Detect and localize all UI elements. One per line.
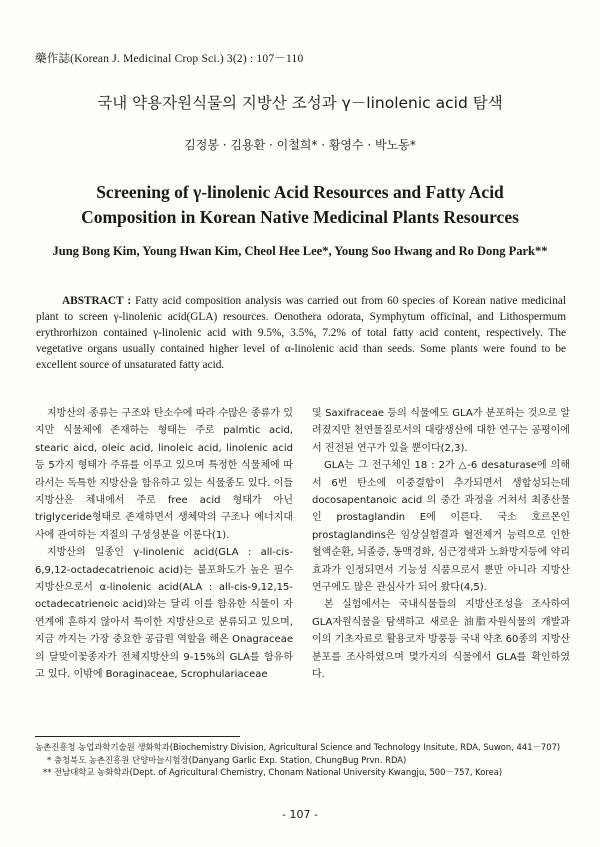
body-paragraph: 및 Saxifraceae 등의 식물에도 GLA가 분포하는 것으로 알려졌지만 천연물질로서의 대량생산에 대한 연구는 공평이에서 진전된 연구가 있을 뿐이다(2,3). [312,408,570,454]
abstract [36,293,566,373]
body-left-column [35,405,293,684]
journal-header: 藥作誌(Korean J. Medicinal Crop Sci.) 3(2) : 107－110 [35,53,304,65]
body-paragraph: 본 실험에서는 국내식물들의 지방산조성을 조사하여 GLA자원식물을 탐색하고 새로운 油脂자원식물의 개발과 이의 기초자료로 활용코자 방풍등 국내 약초 60종의 지방산 분포를 조사하였으며 몇가지의 식물에서 GLA를 확인하였다. [312,599,570,681]
body-paragraph: GLA는 그 전구체인 18 : 2가 △-6 desaturase에 의해서 6번 탄소에 이중결합이 추가되면서 생합성되는데 docosapentanoic acid 의 중간 과정을 거쳐서 최종산물인 prostaglandin E에 이른다. 국소 호르몬인 prostaglandins은 임상실험결과 혈전제거 능력으로 인한 혈액순환, 뇌졸증, 동맥경화, 심근경색과 노화방지등에 약리효과가 인정되면서 기능성 식품으로서 뿐만 아니라 지방산 연구에도 많은 관심사가 되어 왔다(4,5). [312,460,570,594]
english-title [0,180,600,230]
body-paragraph: 지방산의 종류는 구조와 탄소수에 따라 수많은 종류가 있지만 식물체에 존재하는 형태는 주로 palmtic acid, stearic aicd, oleic acid, linoleic acid, linolenic acid등 5가지 형태가 주류를 이루고 있으며 특정한 식물체에 따라서는 독특한 지방산을 함유하고 있는 식물종도 있다. 이들 지방산은 체내에서 주로 free acid 형태가 아닌 triglyceride형태로 존재하면서 생체막의 구조나 에너지대사에 관여하는 지질의 구성성분을 이룬다(1). [35,408,293,541]
english-authors: Jung Bong Kim, Young Hwan Kim, Cheol Hee Lee*, Young Soo Hwang and Ro Dong Park** [52,244,548,258]
korean-title: 국내 약용자원식물의 지방산 조성과 γ－linolenic acid 탐색 [97,94,503,112]
abstract-text: Fatty acid composition analysis was carried out from 60 species of Korean native medicinal plant to screen γ-linolenic acid(GLA) resources. Oenothera odorata, Symphytum officinal, and Lithospermum erythrorhizon contained γ-linolenic acid with 9.5%, 3.5%, 7.2% of total fatty acid content, respectively. The vegetative organs usually contained higher level of α-linolenic acid than seeds. Some plants were found to be excellent source of unsaturated fatty acid. [36,295,567,371]
footnote: * 충청북도 농촌진흥원 단양마늘시험장(Danyang Garlic Exp. Station, ChungBug Prvn. RDA) [47,754,407,765]
footnotes [35,741,575,779]
korean-authors: 김정봉 · 김용환 · 이철희* · 황영수 · 박노동* [184,138,416,152]
footnote: 농촌진흥청 농업과학기술원 생화학과(Biochemistry Division, Agricultural Science and Technology Insitute, RDA, Suwon, 441－707) [35,742,561,752]
body-paragraph: 지방산의 일종인 γ-linolenic acid(GLA : all-cis-6,9,12-octadecatrienoic acid)는 불포화도가 높은 필수지방산으로서 α-linolenic acid(ALA : all-cis-9,12,15-octadecatrienoic acid)와는 달리 이를 함유한 식물이 자연계에 흔하지 않아서 특이한 지방산으로 분류되고 있으며, 지금 까지는 가장 중요한 공급원 역할을 해온 Onagraceae의 달맞이꽃종자가 전체지방산의 9-15%의 GLA를 함유하고 있다. 이밖에 Boraginaceae, Scrophulariaceae [35,547,293,681]
abstract-label: ABSTRACT : [62,295,132,307]
english-title-line-2: Composition in Korean Native Medicinal Plants Resources [81,207,519,227]
page-number: - 107 - [282,808,318,821]
english-title-line-1: Screening of γ-linolenic Acid Resources and Fatty Acid [96,182,504,202]
footnote-divider [35,736,240,737]
body-right-column [312,405,570,684]
footnote: ** 전남대학교 농화학과(Dept. of Agricultural Chemistry, Chonam National University Kwangju, 500－757, Korea) [43,767,503,777]
